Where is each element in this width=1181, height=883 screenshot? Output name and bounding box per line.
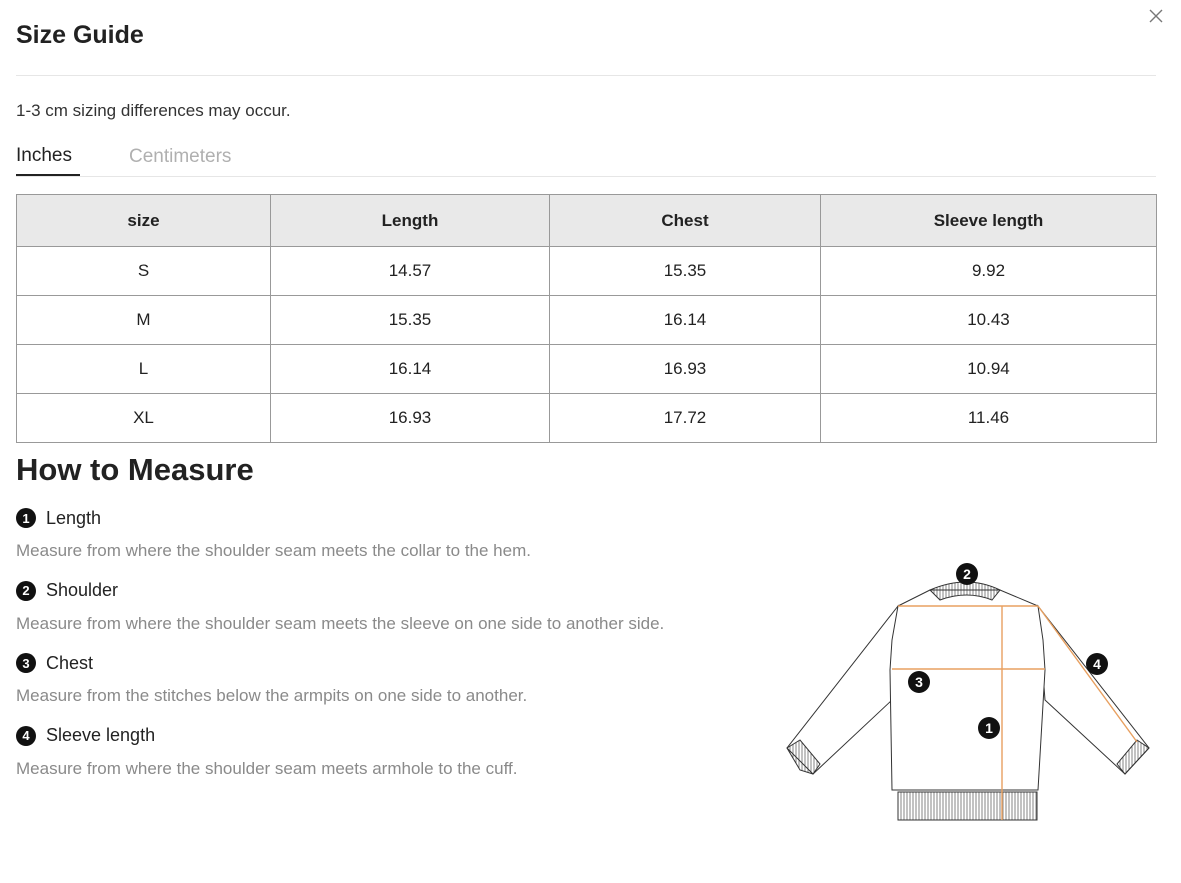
close-icon <box>1146 6 1166 26</box>
sizing-note: 1-3 cm sizing differences may occur. <box>16 101 291 120</box>
cell-chest: 16.93 <box>550 345 821 394</box>
table-row <box>17 296 1157 345</box>
measure-item-chest <box>16 650 756 723</box>
cell-chest: 15.35 <box>550 247 821 296</box>
page-title: Size Guide <box>16 21 144 49</box>
marker-2: 2 <box>963 566 971 582</box>
cell-chest: 16.14 <box>550 296 821 345</box>
measure-item-length <box>16 505 756 578</box>
cell-length: 15.35 <box>271 296 550 345</box>
cell-sleeve-length: 11.46 <box>821 394 1157 443</box>
table-row <box>17 345 1157 394</box>
cell-size: S <box>17 247 271 296</box>
close-button[interactable] <box>1146 6 1166 26</box>
marker-4: 4 <box>1093 656 1101 672</box>
header-size: size <box>17 195 271 247</box>
number-4-icon: 4 <box>16 726 36 746</box>
size-table <box>16 194 1157 443</box>
measure-description: Measure from where the shoulder seam meets the collar to the hem. <box>16 541 531 560</box>
measure-description: Measure from where the shoulder seam meets the sleeve on one side to another side. <box>16 613 665 633</box>
cell-length: 14.57 <box>271 247 550 296</box>
number-1-icon: 1 <box>16 508 36 528</box>
header-chest: Chest <box>550 195 821 247</box>
measure-description: Measure from the stitches below the armpits on one side to another. <box>16 686 528 705</box>
cell-length: 16.93 <box>271 394 550 443</box>
cell-size: M <box>17 296 271 345</box>
sweater-diagram <box>780 560 1155 825</box>
measure-item-sleeve-length <box>16 723 756 796</box>
table-header-row <box>17 195 1157 247</box>
marker-3: 3 <box>915 674 923 690</box>
measure-description: Measure from where the shoulder seam meets armhole to the cuff. <box>16 758 518 778</box>
table-row <box>17 247 1157 296</box>
measure-label: Sleeve length <box>46 725 156 745</box>
cell-length: 16.14 <box>271 345 550 394</box>
tab-centimeters[interactable]: Centimeters <box>129 138 249 176</box>
cell-sleeve-length: 10.43 <box>821 296 1157 345</box>
unit-tabs <box>16 138 1156 177</box>
number-2-icon: 2 <box>16 581 36 601</box>
how-to-measure-title: How to Measure <box>16 452 254 487</box>
table-row <box>17 394 1157 443</box>
header-sleeve-length: Sleeve length <box>821 195 1157 247</box>
header-length: Length <box>271 195 550 247</box>
marker-1: 1 <box>985 720 993 736</box>
measure-label: Length <box>46 507 102 528</box>
cell-size: XL <box>17 394 271 443</box>
cell-chest: 17.72 <box>550 394 821 443</box>
header-divider <box>16 75 1156 76</box>
sweater-outline <box>787 582 1149 820</box>
cell-size: L <box>17 345 271 394</box>
measure-label: Chest <box>46 652 94 673</box>
cell-sleeve-length: 9.92 <box>821 247 1157 296</box>
measure-label: Shoulder <box>46 580 119 600</box>
number-3-icon: 3 <box>16 653 36 673</box>
measure-item-shoulder <box>16 578 756 651</box>
measure-list <box>16 505 756 795</box>
tab-inches[interactable]: Inches <box>16 138 80 176</box>
cell-sleeve-length: 10.94 <box>821 345 1157 394</box>
